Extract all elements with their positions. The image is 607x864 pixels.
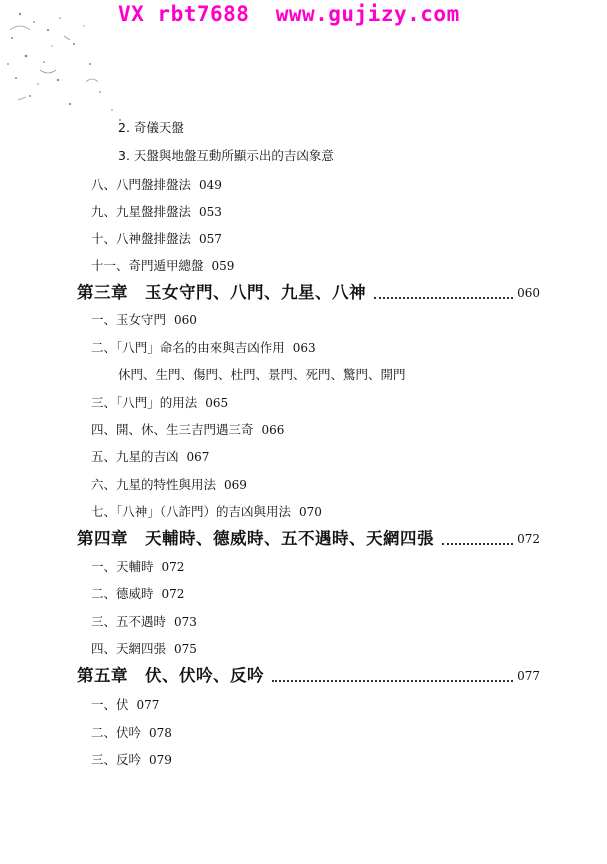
page-number: 066 — [261, 423, 285, 437]
page-number: 079 — [149, 753, 172, 767]
toc-subitem: 休門、生門、傷門、杜門、景門、死門、驚門、開門 — [118, 367, 406, 382]
page-number: 059 — [211, 259, 235, 273]
toc-subitem: 2. 奇儀天盤 — [118, 120, 184, 135]
page-number: 072 — [161, 587, 185, 601]
page-number: 072 — [161, 560, 185, 574]
toc-entry: 五、九星的吉凶 067 — [91, 449, 210, 464]
chapter-5-heading: 第五章 伏、伏吟、反吟 077 — [77, 666, 540, 685]
page-number: 067 — [186, 450, 210, 464]
leader-dots — [442, 542, 513, 545]
chapter-4-heading: 第四章 天輔時、德威時、五不遇時、天網四張 072 — [77, 529, 540, 548]
leader-dots — [272, 679, 513, 682]
page-number: 063 — [292, 341, 316, 355]
toc-entry: 四、天網四張 075 — [91, 641, 197, 656]
toc-entry: 九、九星盤排盤法 053 — [91, 204, 222, 219]
page-number: 077 — [517, 669, 540, 683]
toc-entry: 二、德威時 072 — [91, 586, 185, 601]
page-number: 053 — [199, 205, 222, 219]
toc-entry: 三、「八門」的用法 065 — [91, 395, 229, 410]
page-number: 060 — [174, 313, 197, 327]
toc-subitem: 3. 天盤與地盤互動所顯示出的吉凶象意 — [118, 148, 334, 163]
page-number: 077 — [136, 698, 160, 712]
toc-entry: 一、玉女守門 060 — [91, 312, 197, 327]
toc-entry: 十、八神盤排盤法 057 — [91, 231, 222, 246]
page-number: 078 — [149, 726, 172, 740]
toc-entry: 一、天輔時 072 — [91, 559, 185, 574]
page-number: 075 — [174, 642, 197, 656]
page-number: 057 — [199, 232, 222, 246]
leader-dots — [374, 296, 513, 299]
toc-entry: 七、「八神」（八詐門）的吉凶與用法 070 — [91, 504, 322, 519]
chapter-3-heading: 第三章 玉女守門、八門、九星、八神 060 — [77, 283, 540, 302]
toc-entry: 二、伏吟 078 — [91, 725, 172, 740]
page-number: 070 — [299, 505, 322, 519]
watermark-text: VX rbt7688 www.gujizy.com — [118, 2, 460, 26]
toc-entry: 八、八門盤排盤法 049 — [91, 177, 222, 192]
page-number: 073 — [174, 615, 197, 629]
toc-entry: 十一、奇門遁甲總盤 059 — [91, 258, 235, 273]
scan-noise — [0, 0, 140, 130]
toc-entry: 四、開、休、生三吉門遇三奇 066 — [91, 422, 285, 437]
page-number: 049 — [199, 178, 222, 192]
toc-entry: 三、反吟 079 — [91, 752, 172, 767]
toc-entry: 二、「八門」命名的由來與吉凶作用 063 — [91, 340, 316, 355]
page-number: 069 — [224, 478, 247, 492]
page-number: 065 — [205, 396, 229, 410]
toc-entry: 六、九星的特性與用法 069 — [91, 477, 247, 492]
page-number: 072 — [517, 532, 540, 546]
toc-entry: 三、五不遇時 073 — [91, 614, 197, 629]
toc-entry: 一、伏 077 — [91, 697, 160, 712]
page-number: 060 — [517, 286, 540, 300]
